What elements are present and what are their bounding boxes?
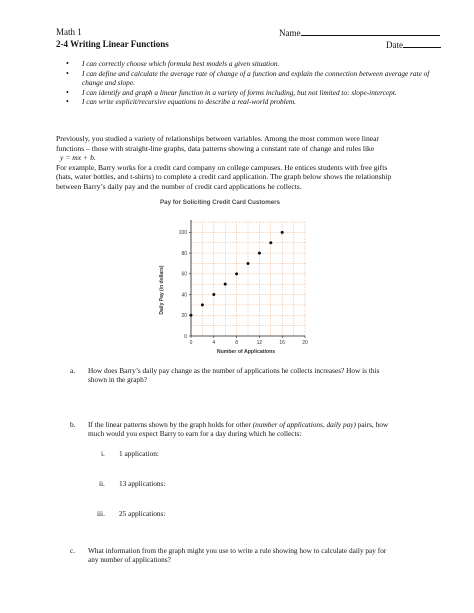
- objective-item: • I can define and calculate the average rate of change of a function and explain the connection between average rate of change and slope.: [62, 69, 447, 88]
- course-label: Math 1: [56, 27, 82, 37]
- chart-grid: [191, 222, 305, 336]
- data-point: [190, 314, 193, 317]
- name-field[interactable]: [279, 27, 440, 38]
- chart-axes: [189, 220, 305, 338]
- question-label: b.: [70, 420, 76, 429]
- sub-question-3: [97, 509, 166, 518]
- scatter-chart: [155, 212, 325, 358]
- sub-question-label: ii.: [99, 479, 105, 488]
- x-tick-label: 0: [189, 340, 193, 346]
- data-point: [235, 272, 238, 275]
- chart-title: Pay for Soliciting Credit Card Customers: [160, 199, 280, 206]
- sub-question-text: 13 applications:: [119, 479, 166, 488]
- date-label: Date: [386, 40, 403, 50]
- data-point: [212, 293, 215, 296]
- intro-equation: y = mx + b.: [60, 153, 96, 163]
- data-point: [269, 241, 272, 244]
- y-tick-label: 100: [178, 230, 187, 237]
- y-tick-label: 40: [181, 292, 187, 299]
- question-label: a.: [70, 366, 76, 375]
- objective-item: • I can correctly choose which formula best models a given situation.: [62, 59, 447, 69]
- y-tick-label: 20: [181, 313, 187, 320]
- question-text: If the linear patterns shown by the graph holds for other: [88, 420, 253, 429]
- question-text: much would you expect Barry to earn for a day during which he collects:: [88, 429, 302, 439]
- sub-question-1: [101, 449, 159, 458]
- sub-question-2: [99, 479, 166, 488]
- question-text-italic: (number of applications, daily pay): [252, 420, 356, 429]
- y-axis-label: Daily Pay (in dollars): [159, 265, 165, 315]
- data-point: [258, 252, 261, 255]
- date-blank[interactable]: [403, 39, 441, 48]
- objective-item: • I can identify and graph a linear function in a variety of forms including, but not limited to: slope-intercept.: [62, 88, 447, 98]
- intro-line: For example, Barry works for a credit card company on college campuses. He entices students with free gifts: [56, 162, 388, 172]
- y-tick-label: 0: [184, 333, 187, 340]
- data-point: [247, 262, 250, 265]
- name-label: Name: [279, 28, 301, 38]
- x-tick-label: 16: [279, 340, 285, 346]
- question-text: any number of applications?: [88, 555, 171, 565]
- question-text: What information from the graph might you use to write a rule showing how to calculate daily pay for: [88, 546, 387, 555]
- x-axis-label: Number of Applications: [216, 349, 276, 355]
- objective-item: • I can write explicit/recursive equations to describe a real-world problem.: [62, 97, 447, 107]
- question-label: c.: [70, 546, 76, 555]
- sub-question-text: 25 applications:: [119, 509, 166, 518]
- chart-tick-labels: [179, 230, 308, 346]
- x-tick-label: 4: [212, 340, 216, 346]
- question-text: shown in the graph?: [88, 375, 147, 385]
- x-tick-label: 20: [302, 340, 308, 346]
- question-text: pairs, how: [355, 420, 389, 429]
- sub-question-label: i.: [101, 449, 105, 458]
- data-point: [224, 283, 227, 286]
- x-tick-label: 12: [256, 340, 263, 346]
- question-text: How does Barry’s daily pay change as the number of applications he collects increases? How is this: [88, 366, 380, 375]
- sub-question-text: 1 application:: [119, 449, 159, 458]
- y-tick-label: 80: [181, 250, 187, 257]
- objectives-list: [62, 59, 447, 107]
- data-point: [281, 231, 284, 234]
- lesson-title: 2-4 Writing Linear Functions: [56, 39, 169, 49]
- intro-line: functions – those with straight-line graphs, data patterns showing a constant rate of change and rules like: [56, 143, 375, 153]
- intro-line: between Barry’s daily pay and the number of credit card applications he collects.: [56, 181, 302, 191]
- data-point: [201, 303, 204, 306]
- sub-question-label: iii.: [97, 509, 105, 518]
- date-field[interactable]: [386, 39, 441, 50]
- name-blank[interactable]: [301, 27, 440, 36]
- intro-paragraph: [56, 134, 448, 192]
- y-tick-label: 60: [181, 271, 187, 278]
- intro-line: Previously, you studied a variety of relationships between variables. Among the most common were linear: [56, 134, 380, 143]
- x-tick-label: 8: [235, 340, 238, 346]
- intro-line: (hats, water bottles, and t-shirts) to complete a credit card application. The graph below shows the relationship: [56, 172, 392, 182]
